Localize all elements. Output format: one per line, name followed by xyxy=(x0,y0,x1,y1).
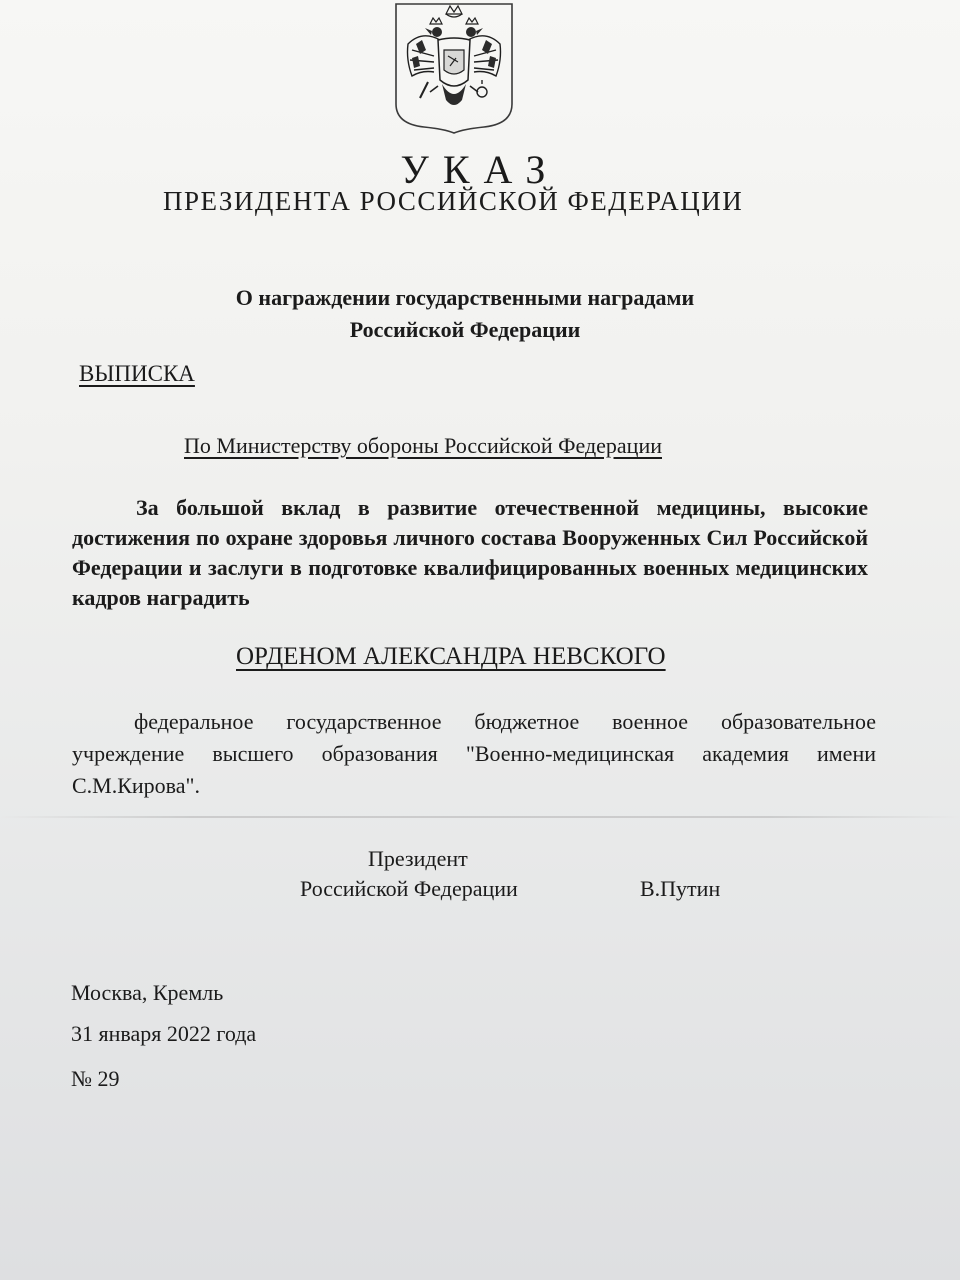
award-recipient: федеральное государственное бюджетное военное образовательное учреждение высшего образования "Военно-медицинская академия имени С.М.Кирова". xyxy=(72,709,876,798)
decree-heading-line: Российской Федерации xyxy=(349,317,581,342)
issue-date: 31 января 2022 года xyxy=(71,1021,257,1046)
decree-heading xyxy=(150,282,780,346)
decree-body: За большой вклад в развитие отечественной медицины, высокие достижения по охране здоровья личного состава Вооруженных Сил Российской Федерации и заслуги в подготовке квалифицированных военных медицинских кадров наградить xyxy=(72,495,868,610)
coat-of-arms-icon xyxy=(392,0,516,134)
signatory-title-line2: Российской Федерации xyxy=(300,876,518,901)
document-title: УКАЗ xyxy=(400,147,560,192)
extract-label: ВЫПИСКА xyxy=(79,361,195,386)
paper-fold-divider xyxy=(0,816,960,818)
decree-number: № 29 xyxy=(71,1066,120,1091)
award-name: ОРДЕНОМ АЛЕКСАНДРА НЕВСКОГО xyxy=(236,643,666,670)
signatory-name: В.Путин xyxy=(640,876,721,901)
signatory-title: Президент xyxy=(368,846,468,871)
ministry-line: По Министерству обороны Российской Федерации xyxy=(184,433,662,458)
issue-place: Москва, Кремль xyxy=(71,980,224,1005)
document-subtitle: ПРЕЗИДЕНТА РОССИЙСКОЙ ФЕДЕРАЦИИ xyxy=(163,186,744,216)
decree-heading-line: О награждении государственными наградами xyxy=(235,285,695,310)
